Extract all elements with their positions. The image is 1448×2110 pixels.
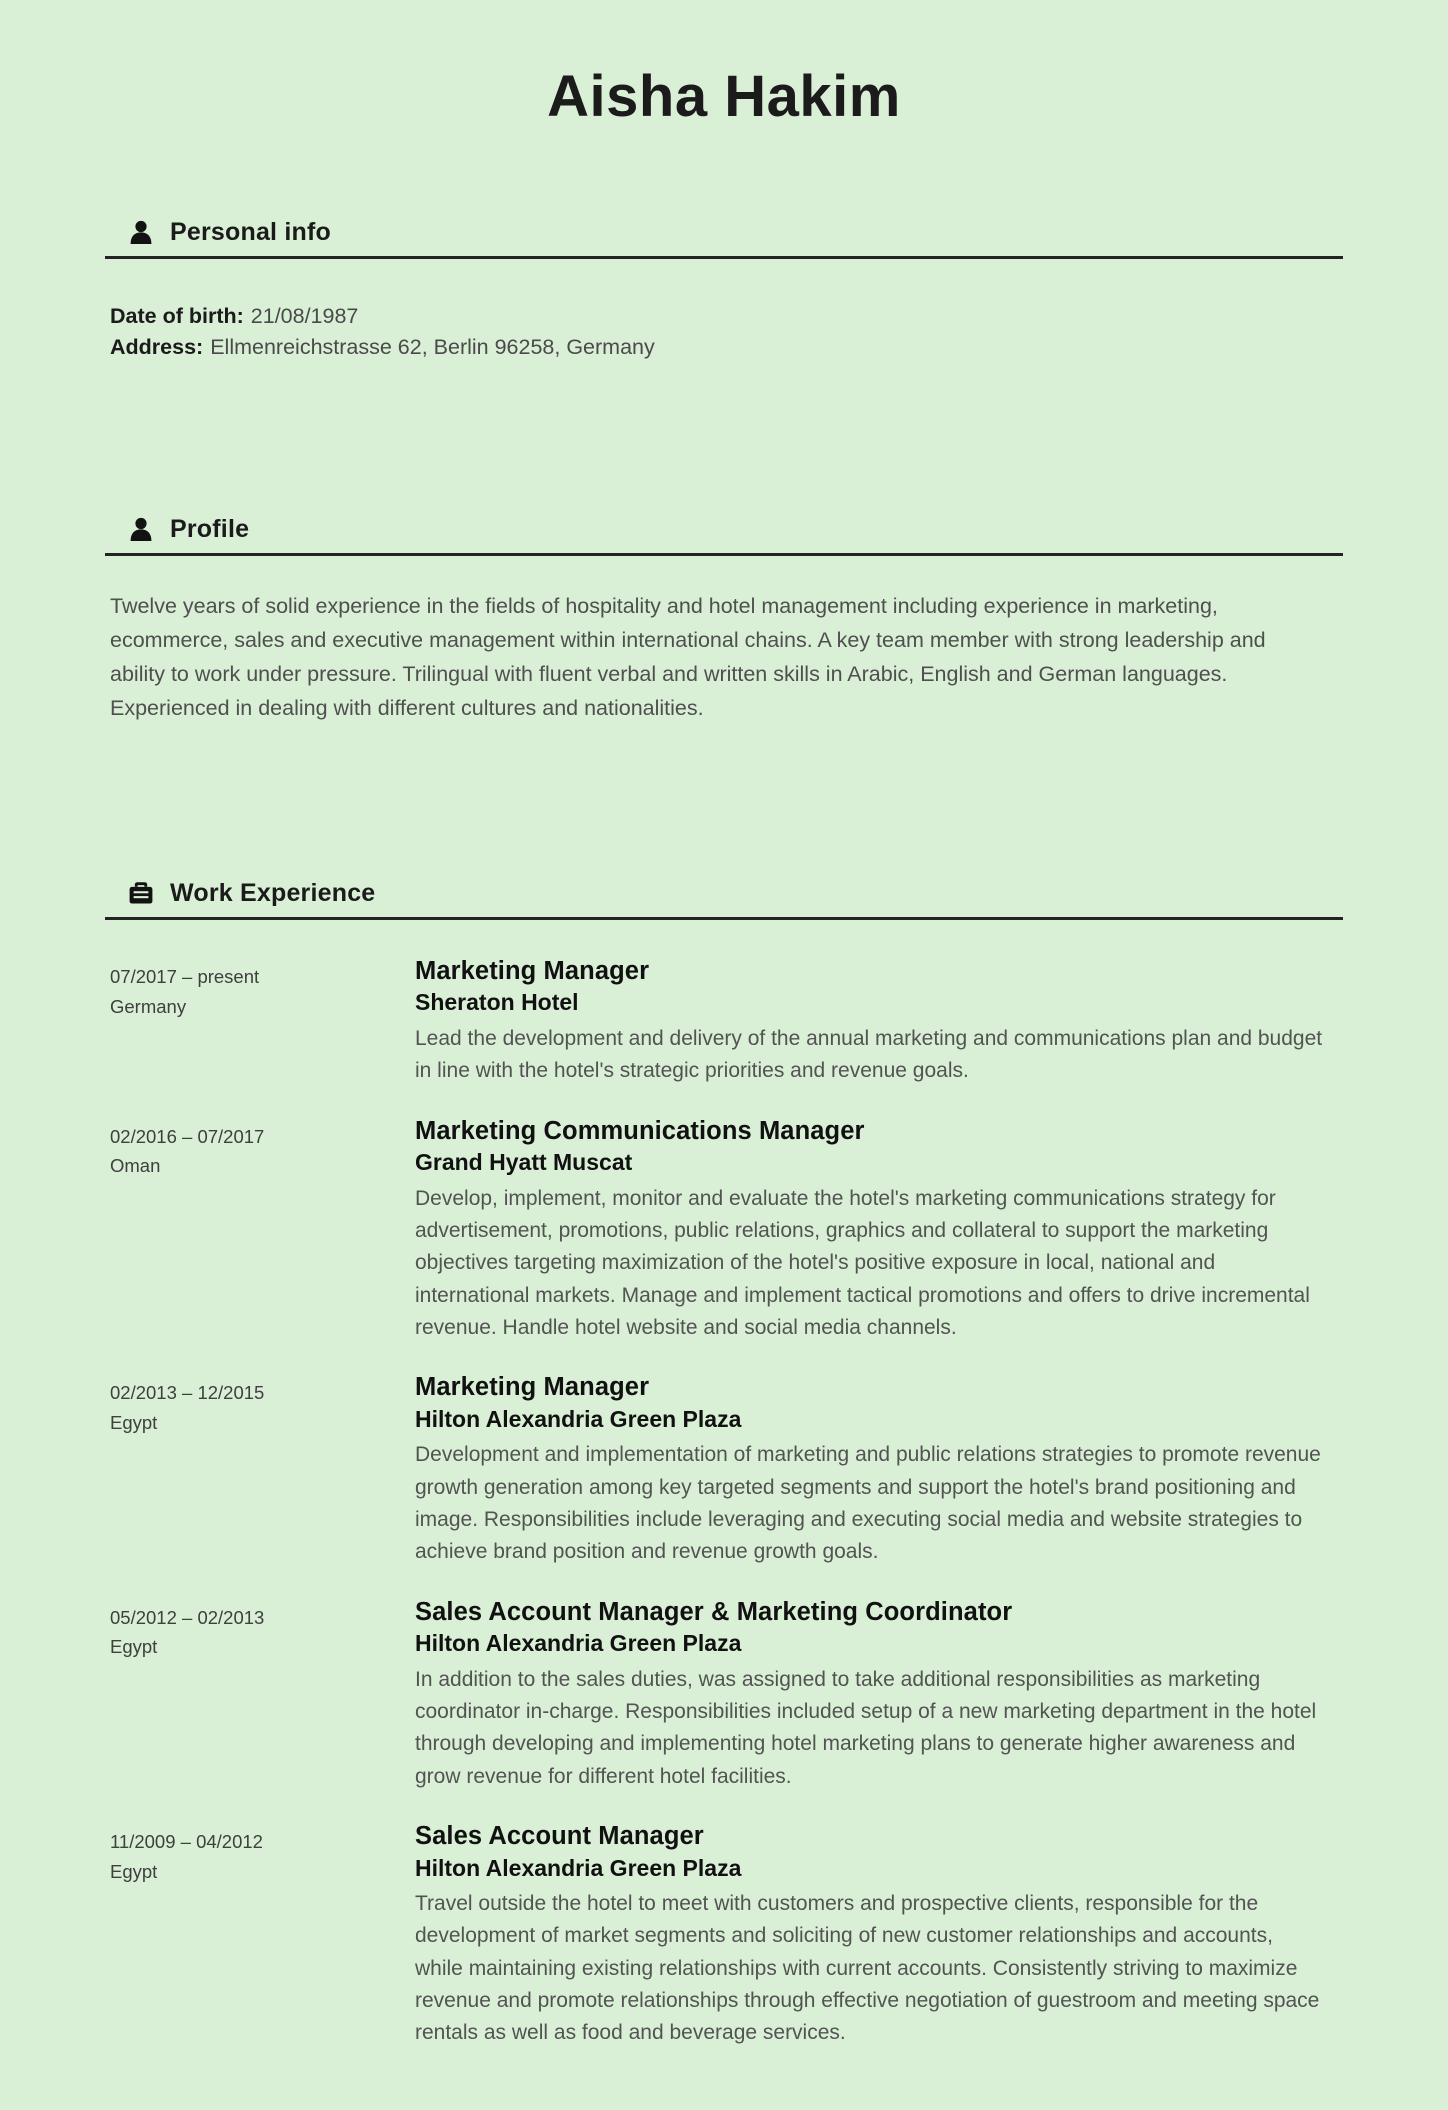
field-address <box>110 332 1343 364</box>
work-experience-item <box>105 956 1343 1088</box>
section-header <box>105 878 1343 908</box>
section-divider <box>105 256 1343 259</box>
job-details <box>415 1821 1343 2050</box>
job-description: Travel outside the hotel to meet with customers and prospective clients, responsible for the development of market segments and soliciting of new customer relationships and accounts, while maintaining existing relationships with current accounts. Consistently striving to maximize revenue and promote relationships through effective negotiation of guestroom and meeting space rentals as well as food and beverage services. <box>415 1892 1320 2045</box>
field-date-of-birth <box>110 301 1343 333</box>
job-dates: 07/2017 – present <box>110 965 260 987</box>
job-location: Egypt <box>110 1636 158 1658</box>
field-value: Ellmenreichstrasse 62, Berlin 96258, Germany <box>210 335 655 360</box>
job-meta <box>105 1597 415 1662</box>
job-description: Development and implementation of marketing and public relations strategies to promote revenue growth generation among key targeted segments and support the hotel's brand positioning and image. Responsibilities include leveraging and executing social media and website strategies to achieve brand position and revenue growth goals. <box>415 1443 1321 1564</box>
section-title-work-experience: Work Experience <box>170 878 376 907</box>
job-details <box>415 1372 1343 1568</box>
job-company: Hilton Alexandria Green Plaza <box>415 1630 742 1657</box>
job-dates: 02/2013 – 12/2015 <box>110 1382 265 1404</box>
field-label: Date of birth: <box>110 303 244 328</box>
job-company: Grand Hyatt Muscat <box>415 1149 633 1176</box>
job-title: Marketing Manager <box>415 956 650 985</box>
profile-summary-text: Twelve years of solid experience in the fields of hospitality and hotel management including experience in marketing, ecommerce, sales and executive management within international chains. A key team member with strong leadership and ability to work under pressure. Trilingual with fluent verbal and written skills in Arabic, English and German languages. Experienced in dealing with different cultures and nationalities. <box>110 593 1266 720</box>
job-company: Sheraton Hotel <box>415 989 579 1016</box>
section-title-profile: Profile <box>170 514 250 543</box>
field-value: 21/08/1987 <box>250 303 359 328</box>
section-work-experience <box>105 878 1343 2050</box>
section-header <box>105 217 1343 247</box>
person-icon <box>128 514 154 544</box>
section-divider <box>105 917 1343 920</box>
briefcase-icon <box>128 878 154 908</box>
person-icon <box>128 217 154 247</box>
job-dates: 11/2009 – 04/2012 <box>110 1830 263 1852</box>
job-description: Develop, implement, monitor and evaluate the hotel's marketing communications strategy for advertisement, promotions, public relations, graphics and collateral to support the marketing objectives targeting maximization of the hotel's positive exposure in local, national and international markets. Manage and implement tactical promotions and offers to drive incremental revenue. Handle hotel website and social media channels. <box>415 1186 1310 1339</box>
work-experience-list <box>105 956 1343 2050</box>
personal-info-list <box>105 301 1343 364</box>
job-dates: 02/2016 – 07/2017 <box>110 1125 265 1147</box>
section-profile <box>105 514 1343 726</box>
job-company: Hilton Alexandria Green Plaza <box>415 1405 742 1432</box>
job-title: Marketing Communications Manager <box>415 1116 865 1145</box>
page-title: Aisha Hakim <box>547 64 901 129</box>
job-meta <box>105 1372 415 1437</box>
job-company: Hilton Alexandria Green Plaza <box>415 1854 742 1881</box>
job-description: Lead the development and delivery of the annual marketing and communications plan and budget in line with the hotel's strategic priorities and revenue goals. <box>415 1026 1323 1083</box>
job-details <box>415 1116 1343 1345</box>
job-meta <box>105 1821 415 1886</box>
section-divider <box>105 553 1343 556</box>
job-description: In addition to the sales duties, was assigned to take additional responsibilities as marketing coordinator in-charge. Responsibilities included setup of a new marketing department in the hotel through developing and implementing hotel marketing plans to generate higher awareness and grow revenue for different hotel facilities. <box>415 1667 1317 1788</box>
section-personal-info <box>105 217 1343 364</box>
job-title: Marketing Manager <box>415 1373 650 1402</box>
job-location: Egypt <box>110 1860 158 1882</box>
field-label: Address: <box>110 335 204 360</box>
job-details <box>415 1597 1343 1793</box>
work-experience-item <box>105 1821 1343 2050</box>
job-meta <box>105 956 415 1021</box>
work-experience-item <box>105 1372 1343 1568</box>
work-experience-item <box>105 1116 1343 1345</box>
job-title: Sales Account Manager <box>415 1821 704 1850</box>
job-location: Oman <box>110 1155 161 1177</box>
work-experience-item <box>105 1597 1343 1793</box>
job-location: Egypt <box>110 1411 158 1433</box>
job-meta <box>105 1116 415 1181</box>
section-header <box>105 514 1343 544</box>
job-location: Germany <box>110 995 187 1017</box>
job-dates: 05/2012 – 02/2013 <box>110 1606 265 1628</box>
job-details <box>415 956 1343 1088</box>
section-title-personal-info: Personal info <box>170 217 331 246</box>
job-title: Sales Account Manager & Marketing Coordinator <box>415 1597 1013 1626</box>
